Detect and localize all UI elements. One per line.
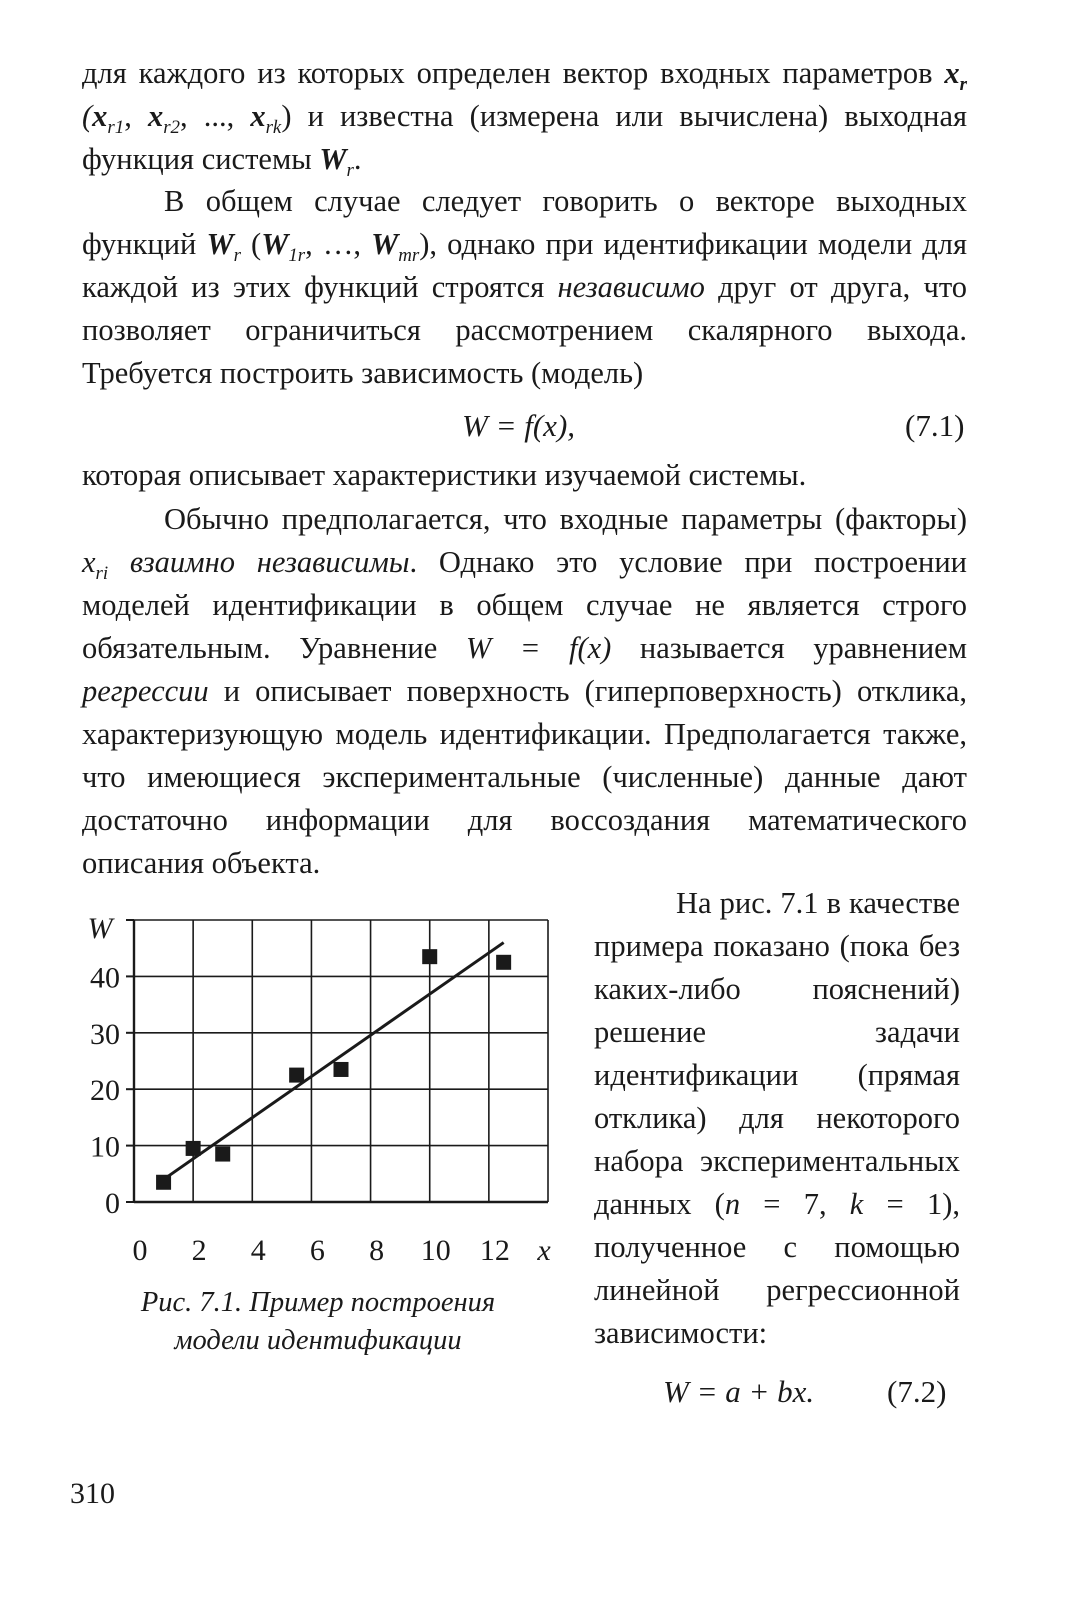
data-point-6 <box>422 949 437 964</box>
para4-text-2: . Однако это условие при построении моделей идентификации в общем случае не является строго обязательным. Уравнение <box>82 545 967 665</box>
x-tick-label-12: 12 <box>479 1234 510 1267</box>
chart-grid <box>134 920 548 1202</box>
x2-sub: r2 <box>163 117 181 139</box>
xk-sub: rk <box>265 117 282 139</box>
data-point-4 <box>289 1068 304 1083</box>
para2-Wr: W <box>206 227 234 261</box>
x-axis-label: x <box>537 1234 551 1267</box>
y-tick-label-30: 30 <box>90 1017 120 1051</box>
para2-Wr-sub: r <box>233 245 241 267</box>
y-tick-label-0: 0 <box>105 1187 120 1220</box>
data-point-1 <box>156 1175 171 1190</box>
para4-emphasis-2: регрессии <box>82 674 209 708</box>
data-point-7 <box>496 955 511 970</box>
para4-equation: W = f(x) <box>465 631 612 665</box>
equation-7-1-number: (7.1) <box>905 408 965 443</box>
equation-7-2-number: (7.2) <box>887 1374 947 1409</box>
para1-end: . <box>353 142 362 176</box>
figure-caption <box>94 1284 542 1360</box>
para2-text-2: ), однако при идентификации модели для каждой из этих функций строятся <box>82 227 968 304</box>
para2-text-1: В общем случае следует говорить о векторе выходных функций <box>82 184 967 261</box>
y-tick-label-40: 40 <box>90 961 120 995</box>
regression-chart <box>74 900 564 1280</box>
ellipsis: , ..., <box>180 99 251 133</box>
paragraph-1 <box>82 52 967 181</box>
vector-open: ( <box>82 99 93 133</box>
para4-emphasis-1: взаимно независимы <box>108 545 410 579</box>
chart-points <box>156 949 511 1190</box>
y-axis-label: W <box>87 912 113 945</box>
paragraph-4 <box>82 498 967 885</box>
vector-x: x <box>944 56 960 90</box>
para4-x-sub: ri <box>95 563 109 585</box>
side-text-1: На рис. 7.1 в качестве примера показано (пока без каких-либо пояснений) решение задачи идентификации (прямая отклика) для некоторого набора экспериментальных данных ( <box>594 886 960 1221</box>
paragraph-2 <box>82 180 967 395</box>
y-tick-label-20: 20 <box>90 1074 120 1108</box>
para4-text-1: Обычно предполагается, что входные параметры (факторы) <box>164 502 967 536</box>
page-number: 310 <box>70 1477 115 1510</box>
W-r: W <box>319 142 347 176</box>
para2-Wm-sub: mr <box>398 245 420 267</box>
equation-7-2 <box>663 1370 814 1413</box>
equation-7-1-formula: W = f(x), <box>462 408 576 443</box>
vector-x-sub: r <box>959 74 967 96</box>
para4-x: x <box>82 545 96 579</box>
regression-line <box>164 943 504 1180</box>
side-paragraph <box>594 882 960 1355</box>
xk: x <box>250 99 266 133</box>
y-tick-label-10: 10 <box>90 1130 120 1164</box>
x-tick-label-8: 8 <box>369 1234 385 1267</box>
para1-line1: для каждого из которых определен вектор входных параметров <box>82 56 933 90</box>
side-text-3: = 1), полученное с помощью линейной регрессионной зависимости: <box>594 1187 960 1350</box>
para2-W1-sub: 1r <box>288 245 306 267</box>
side-n: n <box>724 1187 741 1221</box>
sep1: , <box>124 99 148 133</box>
para2-mid: , …, <box>305 227 372 261</box>
W-r-sub: r <box>346 160 354 182</box>
paragraph-3: которая описывает характеристики изучаемой системы. <box>82 458 807 492</box>
para2-Wm: W <box>371 227 399 261</box>
chart-fit-line-group <box>164 943 504 1180</box>
x1: x <box>92 99 108 133</box>
para2-text-3: друг от друга, что позволяет ограничиться рассмотрением скалярного выхода. Требуется построить зависимость (модель) <box>82 270 968 390</box>
data-point-3 <box>215 1147 230 1162</box>
side-k: k <box>849 1187 864 1221</box>
x-tick-label-4: 4 <box>250 1234 266 1267</box>
equation-7-1 <box>462 404 575 447</box>
caption-line-1: Рис. 7.1. Пример построения <box>140 1287 496 1318</box>
x-tick-label-6: 6 <box>309 1234 325 1267</box>
side-text-2: = 7, <box>740 1187 850 1221</box>
para4-text-4: и описывает поверхность (гиперповерхность) отклика, характеризующую модель идентификации. Предполагается также, что имеющиеся экспериментальные (численные) данные дают достаточно информации для воссоздания математического описания объекта. <box>82 674 967 880</box>
x1-sub: r1 <box>107 117 125 139</box>
equation-7-2-formula: W = a + bx. <box>663 1374 815 1409</box>
para2-emphasis: независимо <box>557 270 705 304</box>
caption-line-2: модели идентификации <box>174 1325 462 1356</box>
para4-text-3: называется уравнением <box>611 631 967 665</box>
x2: x <box>147 99 164 133</box>
para1-close-text: ) и известна (измерена или вычислена) выходная функция системы <box>82 99 968 176</box>
x-tick-label-10: 10 <box>420 1234 451 1267</box>
data-point-5 <box>334 1062 349 1077</box>
x-tick-label-0: 0 <box>132 1234 148 1267</box>
para2-open: ( <box>240 227 262 261</box>
para2-W1: W <box>261 227 289 261</box>
x-tick-label-2: 2 <box>191 1234 207 1267</box>
data-point-2 <box>186 1141 201 1156</box>
